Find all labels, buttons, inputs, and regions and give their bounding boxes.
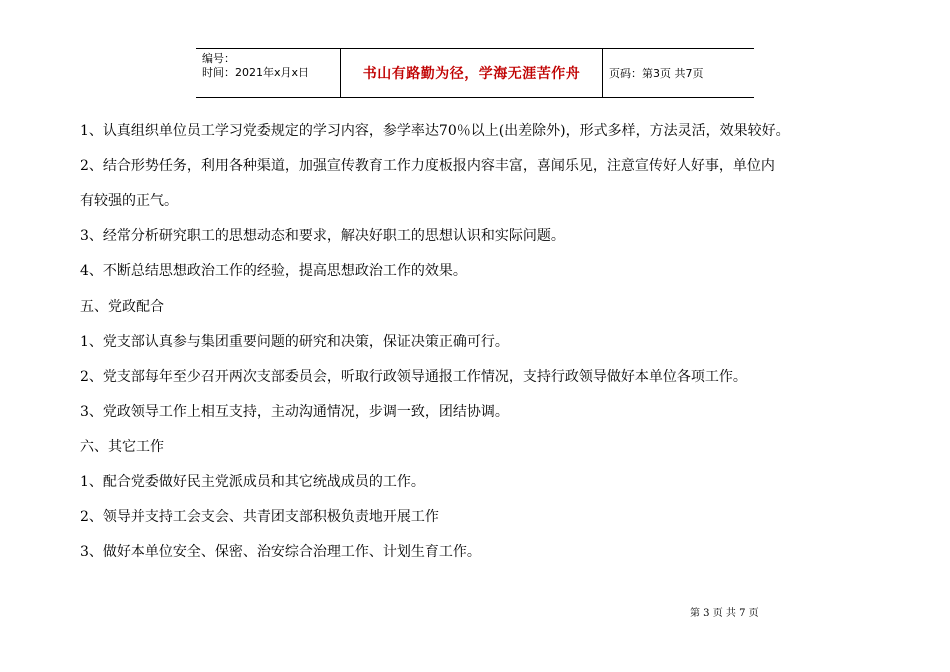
paragraph-line: 3、经常分析研究职工的思想动态和要求，解决好职工的思想认识和实际问题。 bbox=[80, 228, 565, 244]
page-footer: 第 3 页 共 7 页 bbox=[690, 608, 759, 619]
section-heading: 六、其它工作 bbox=[80, 439, 164, 455]
paragraph-line: 1、认真组织单位员工学习党委规定的学习内容，参学率达70％以上(出差除外)，形式多样，方法灵活，效果较好。 bbox=[80, 123, 790, 139]
paragraph-line: 1、配合党委做好民主党派成员和其它统战成员的工作。 bbox=[80, 474, 425, 490]
header-meta-cell bbox=[196, 49, 341, 97]
paragraph-line: 有较强的正气。 bbox=[80, 193, 178, 209]
paragraph-line: 4、不断总结思想政治工作的经验，提高思想政治工作的效果。 bbox=[80, 263, 467, 279]
page-header-table bbox=[196, 48, 754, 98]
paragraph-line: 2、结合形势任务，利用各种渠道，加强宣传教育工作力度板报内容丰富，喜闻乐见，注意宣传好人好事，单位内 bbox=[80, 158, 775, 174]
document-number-label: 编号： bbox=[202, 52, 235, 65]
paragraph-line: 3、党政领导工作上相互支持，主动沟通情况，步调一致，团结协调。 bbox=[80, 404, 509, 420]
header-motto: 书山有路勤为径，学海无涯苦作舟 bbox=[341, 49, 603, 97]
paragraph-line: 1、党支部认真参与集团重要问题的研究和决策，保证决策正确可行。 bbox=[80, 334, 509, 350]
section-heading: 五、党政配合 bbox=[80, 299, 164, 315]
paragraph-line: 3、做好本单位安全、保密、治安综合治理工作、计划生育工作。 bbox=[80, 544, 481, 560]
header-page-info: 页码：第3页 共7页 bbox=[609, 67, 704, 80]
paragraph-line: 2、领导并支持工会支会、共青团支部积极负责地开展工作 bbox=[80, 509, 439, 525]
paragraph-line: 2、党支部每年至少召开两次支部委员会，听取行政领导通报工作情况，支持行政领导做好本单位各项工作。 bbox=[80, 369, 747, 385]
document-date-label: 时间：2021年x月x日 bbox=[202, 66, 310, 79]
